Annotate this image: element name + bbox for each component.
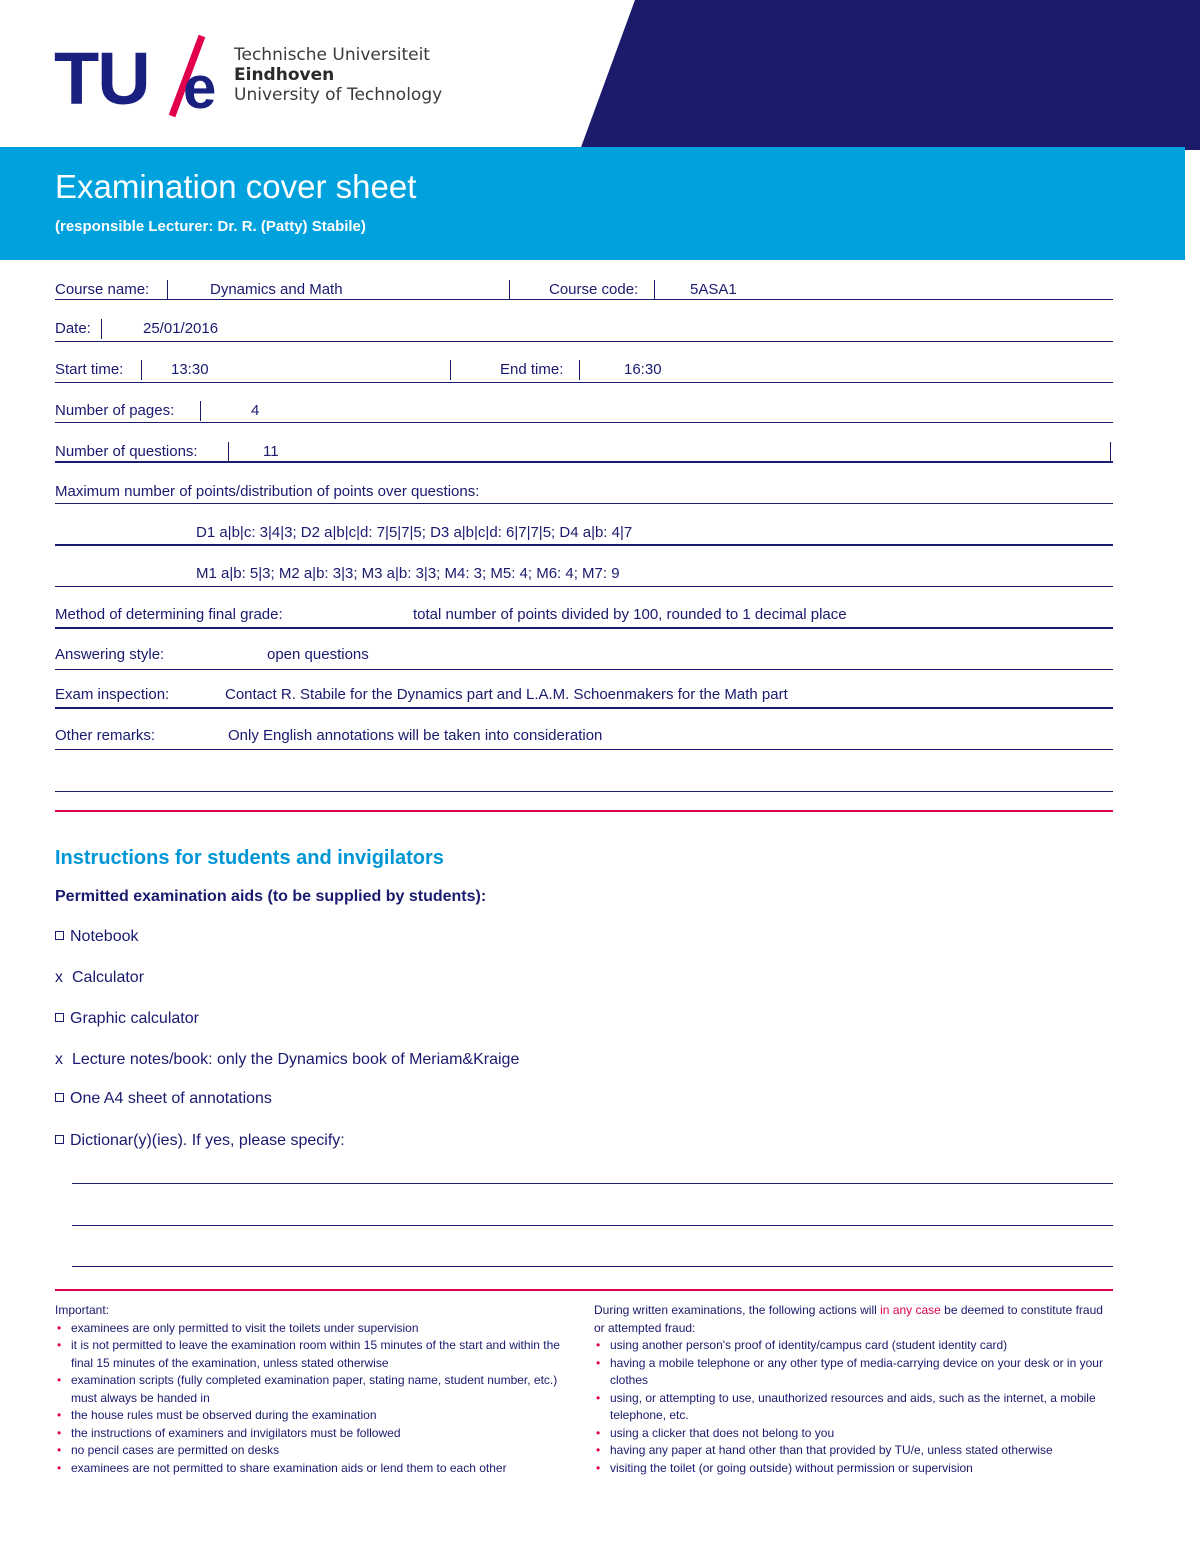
list-item: • the instructions of examiners and invigilators must be followed <box>55 1425 575 1443</box>
exam-inspection-label: Exam inspection: <box>55 686 170 703</box>
instructions-title: Instructions for students and invigilators <box>55 847 444 869</box>
row-rule <box>55 544 1113 546</box>
aid-notebook[interactable]: Notebook <box>55 928 139 946</box>
grade-method-label: Method of determining final grade: <box>55 606 283 623</box>
other-remarks-value[interactable]: Only English annotations will be taken into consideration <box>228 727 603 744</box>
questions-label: Number of questions: <box>55 443 198 460</box>
row-rule <box>55 707 1113 709</box>
answering-style-value[interactable]: open questions <box>267 646 369 663</box>
specify-line[interactable] <box>72 1225 1113 1226</box>
end-time-value[interactable]: 16:30 <box>624 361 662 378</box>
start-time-value[interactable]: 13:30 <box>171 361 209 378</box>
course-code-value[interactable]: 5ASA1 <box>690 281 737 298</box>
field-bracket <box>141 360 142 380</box>
row-rule <box>55 627 1113 629</box>
other-remarks-label: Other remarks: <box>55 727 156 744</box>
field-bracket <box>654 280 655 300</box>
field-bracket <box>450 360 451 380</box>
row-rule <box>55 422 1113 423</box>
row-rule <box>55 669 1113 670</box>
list-item: • examinees are not permitted to share examination aids or lend them to each other <box>55 1460 575 1478</box>
aid-dictionaries[interactable]: Dictionar(y)(ies). If yes, please specify: <box>55 1132 345 1150</box>
list-item: • examinees are only permitted to visit the toilets under supervision <box>55 1320 575 1338</box>
exam-inspection-value[interactable]: Contact R. Stabile for the Dynamics part and L.A.M. Schoenmakers for the Math part <box>225 686 788 703</box>
row-rule <box>55 749 1113 750</box>
list-item: • using, or attempting to use, unauthorized resources and aids, such as the internet, a mobile telephone, etc. <box>594 1390 1109 1425</box>
field-bracket <box>228 442 229 462</box>
permitted-aids-heading: Permitted examination aids (to be supplied by students): <box>55 888 487 905</box>
svg-text:TU: TU <box>54 37 149 120</box>
university-name: Technische Universiteit Eindhoven University of Technology <box>234 45 443 105</box>
important-heading: Important: <box>55 1303 110 1317</box>
course-name-label: Course name: <box>55 281 150 298</box>
start-time-label: Start time: <box>55 361 124 378</box>
specify-line[interactable] <box>72 1183 1113 1184</box>
row-rule <box>55 299 1113 300</box>
end-time-label: End time: <box>500 361 564 378</box>
grade-method-value[interactable]: total number of points divided by 100, rounded to 1 decimal place <box>413 606 847 623</box>
aid-a4-sheet[interactable]: One A4 sheet of annotations <box>55 1090 272 1108</box>
tue-logo-e: e <box>183 54 217 121</box>
field-bracket <box>167 280 168 300</box>
specify-line[interactable] <box>72 1266 1113 1267</box>
checkbox-icon[interactable] <box>55 1093 64 1102</box>
checkbox-icon[interactable] <box>55 1135 64 1144</box>
important-column <box>55 1302 575 1477</box>
list-item: • the house rules must be observed during the examination <box>55 1407 575 1425</box>
pages-value[interactable]: 4 <box>251 402 260 419</box>
list-item: • no pencil cases are permitted on desks <box>55 1442 575 1460</box>
date-label: Date: <box>55 320 91 337</box>
list-item: • it is not permitted to leave the examination room within 15 minutes of the start and within the final 15 minutes of the examination, unless stated otherwise <box>55 1337 575 1372</box>
aid-lecture-notes[interactable]: x Lecture notes/book: only the Dynamics book of Meriam&Kraige <box>55 1051 520 1068</box>
list-item: • using another person's proof of identity/campus card (student identity card) <box>594 1337 1109 1355</box>
questions-value[interactable]: 11 <box>263 443 279 460</box>
aid-graphic-calculator[interactable]: Graphic calculator <box>55 1010 199 1028</box>
section-divider <box>55 810 1113 812</box>
list-item: • having any paper at hand other than that provided by TU/e, unless stated otherwise <box>594 1442 1109 1460</box>
field-bracket <box>579 360 580 380</box>
aid-calculator[interactable]: x Calculator <box>55 969 145 986</box>
page-title: Examination cover sheet <box>55 168 417 205</box>
row-rule <box>55 461 1113 463</box>
date-value[interactable]: 25/01/2016 <box>143 320 219 337</box>
points-distribution-d[interactable]: D1 a|b|c: 3|4|3; D2 a|b|c|d: 7|5|7|5; D3 a|b|c|d: 6|7|7|5; D4 a|b: 4|7 <box>196 524 633 541</box>
section-divider <box>55 1289 1113 1291</box>
row-rule <box>55 791 1113 792</box>
list-item: • using a clicker that does not belong to you <box>594 1425 1109 1443</box>
field-bracket <box>200 401 201 421</box>
checkbox-icon[interactable] <box>55 931 64 940</box>
course-name-value[interactable]: Dynamics and Math <box>210 281 343 298</box>
field-bracket <box>509 280 510 300</box>
list-item: • examination scripts (fully completed examination paper, stating name, student number, etc.) must always be handed in <box>55 1372 575 1407</box>
fraud-column <box>594 1302 1109 1477</box>
points-distribution-m[interactable]: M1 a|b: 5|3; M2 a|b: 3|3; M3 a|b: 3|3; M4: 3; M5: 4; M6: 4; M7: 9 <box>196 565 620 582</box>
field-bracket <box>101 319 102 339</box>
answering-style-label: Answering style: <box>55 646 165 663</box>
x-mark-icon[interactable]: x <box>55 969 63 986</box>
field-bracket <box>1110 442 1111 462</box>
checkbox-icon[interactable] <box>55 1013 64 1022</box>
row-rule <box>55 503 1113 504</box>
list-item: • having a mobile telephone or any other type of media-carrying device on your desk or in your clothes <box>594 1355 1109 1390</box>
row-rule <box>55 382 1113 383</box>
row-rule <box>55 341 1113 342</box>
row-rule <box>55 586 1113 587</box>
responsible-lecturer: (responsible Lecturer: Dr. R. (Patty) Stabile) <box>55 218 366 235</box>
list-item: • visiting the toilet (or going outside) without permission or supervision <box>594 1460 1109 1478</box>
fraud-heading: During written examinations, the following actions will in any case be deemed to constitute fraud or attempted fraud: <box>594 1303 1103 1335</box>
x-mark-icon[interactable]: x <box>55 1051 63 1068</box>
max-points-label: Maximum number of points/distribution of points over questions: <box>55 483 480 500</box>
pages-label: Number of pages: <box>55 402 175 419</box>
course-code-label: Course code: <box>549 281 639 298</box>
